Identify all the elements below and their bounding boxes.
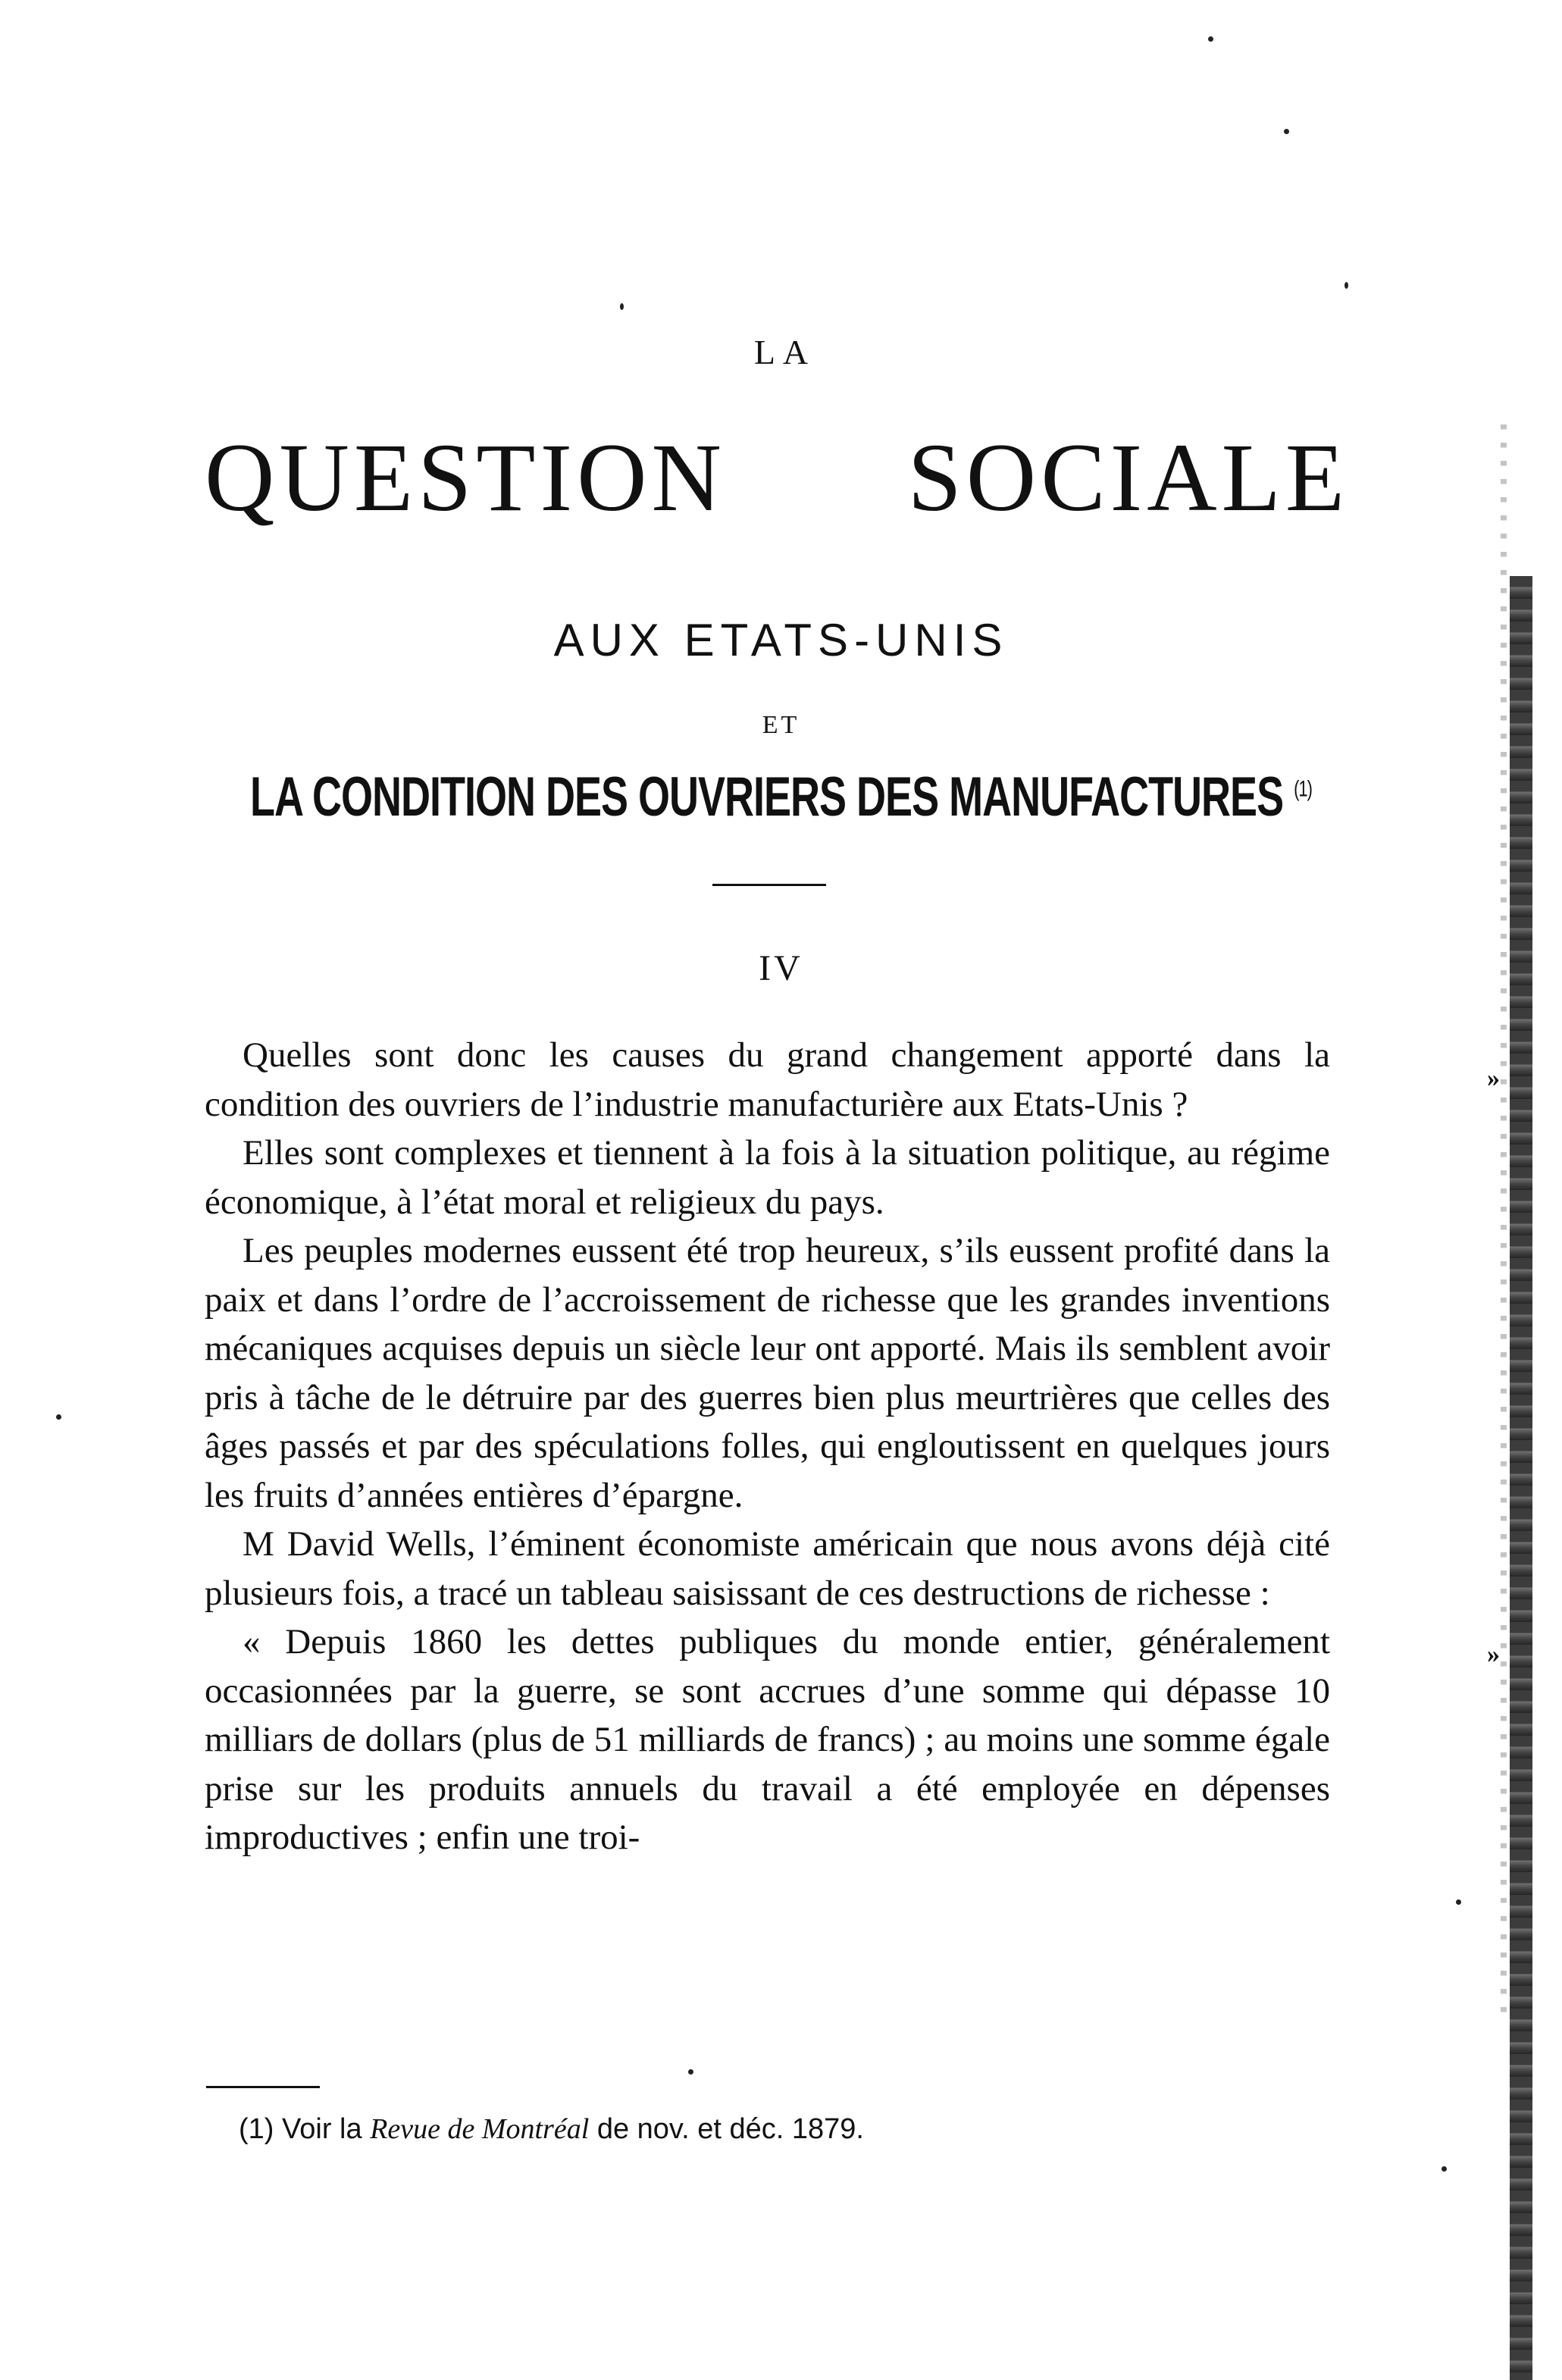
secondary-title	[0, 766, 1562, 829]
footnote-reference: (1)	[1294, 775, 1312, 802]
margin-marker: »	[1487, 1064, 1500, 1092]
title-article: LA	[753, 333, 816, 371]
secondary-title-text: LA CONDITION DES OUVRIERS DES MANUFACTURES	[250, 766, 1284, 828]
footnote-suffix: de nov. et déc. 1879.	[589, 2113, 864, 2145]
scan-speck	[1441, 2166, 1447, 2172]
footnote	[239, 2110, 1300, 2148]
binding-edge-shadow	[1510, 576, 1532, 2380]
scan-speck	[1284, 129, 1289, 134]
body-text	[205, 1031, 1330, 1862]
paragraph: Elles sont complexes et tiennent à la fois à la situation politique, au régime économique, à l’état moral et religieux du pays.	[205, 1133, 1330, 1222]
section-number: IV	[759, 948, 803, 988]
main-title: QUESTION SOCIALE	[205, 424, 1349, 531]
footnote-prefix: (1) Voir la	[239, 2113, 371, 2145]
conjunction: ET	[762, 711, 800, 739]
subtitle: AUX ETATS-UNIS	[553, 615, 1009, 665]
scan-speck	[56, 1414, 61, 1420]
scan-speck	[620, 303, 624, 310]
scan-speck	[1208, 36, 1213, 42]
scan-speck	[1456, 1899, 1461, 1905]
paragraph: Les peuples modernes eussent été trop heureux, s’ils eussent profité dans la paix et dans l’ordre de l’accroissement de richesse que les grandes inventions mécaniques acquises depuis un siècle leur ont apporté. Mais ils semblent avoir pris à tâche de le détruire par des guerres bien plus meurtrières que celles des âges passés et par des spéculations folles, qui engloutissent en quelques jours les fruits d’années entières d’épargne.	[205, 1231, 1330, 1515]
title-divider	[712, 884, 826, 886]
footnote-divider	[206, 2086, 320, 2088]
paragraph: M David Wells, l’éminent économiste américain que nous avons déjà cité plusieurs fois, a tracé un tableau saisissant de ces destructions de richesse :	[205, 1524, 1330, 1613]
paragraph: « Depuis 1860 les dettes publiques du monde entier, généralement occasionnées par la guerre, se sont accrues d’une somme qui dépasse 10 milliars de dollars (plus de 51 milliards de francs) ; au moins une somme égale prise sur les produits annuels du travail a été employée en dépenses improductives ; enfin une troi-	[205, 1622, 1330, 1857]
footnote-journal: Revue de Montréal	[370, 2113, 590, 2145]
scan-speck	[688, 2069, 693, 2075]
paragraph: Quelles sont donc les causes du grand changement apporté dans la condition des ouvriers de l’industrie manufacturière aux Etats-Unis ?	[205, 1035, 1330, 1124]
margin-marker: »	[1487, 1640, 1500, 1668]
scan-speck	[1344, 282, 1348, 289]
